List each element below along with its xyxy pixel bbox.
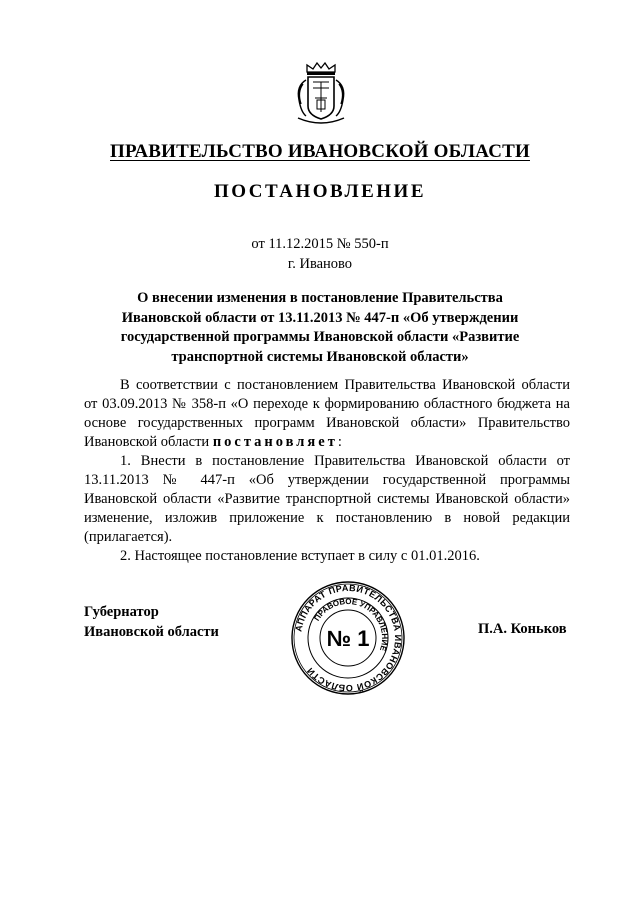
preamble-text: В соответствии с постановлением Правительства Ивановской области от 03.09.2013 № 358-п «О переходе к формированию областного бюджета на основе государственных программ Ивановской области» Правительство Ивановской области	[84, 377, 570, 450]
preamble-paragraph	[84, 376, 570, 452]
seal-inner-text: ПРАВОВОЕ УПРАВЛЕНИЕ	[312, 596, 390, 653]
item-1: 1. Внести в постановление Правительства Ивановской области от 13.11.2013 № 447-п «Об утверждении государственной программы Ивановской области «Развитие транспортной системы Ивановской области» изменение, изложив приложение к постановлению в новой редакции (прилагается).	[84, 453, 570, 545]
decree-suffix: :	[337, 434, 342, 450]
seal-number: № 1	[326, 626, 370, 651]
document-type: ПОСТАНОВЛЕНИЕ	[213, 181, 427, 202]
government-title: ПРАВИТЕЛЬСТВО ИВАНОВСКОЙ ОБЛАСТИ	[110, 141, 530, 162]
decree-word: постановляет	[212, 434, 338, 450]
seal-outer-text: АППАРАТ ПРАВИТЕЛЬСТВА ИВАНОВСКОЙ ОБЛАСТИ	[293, 582, 404, 694]
coat-of-arms-icon	[291, 62, 351, 128]
document-city: г. Иваново	[287, 256, 353, 272]
document-body	[84, 376, 570, 566]
official-seal	[290, 580, 406, 696]
signer-title-line-1: Губернатор	[84, 604, 159, 620]
document-subject: О внесении изменения в постановление Правительства Ивановской области от 13.11.2013 № 447-п «Об утверждении государственной программы Ивановской области «Развитие транспортной системы Ивановской области»	[120, 290, 520, 365]
item-2: 2. Настоящее постановление вступает в силу с 01.01.2016.	[120, 548, 480, 564]
document-date-number: от 11.12.2015 № 550-п	[251, 236, 389, 252]
signer-title	[84, 602, 219, 642]
signer-name: П.А. Коньков	[478, 621, 567, 637]
signer-title-line-2: Ивановской области	[84, 624, 219, 640]
